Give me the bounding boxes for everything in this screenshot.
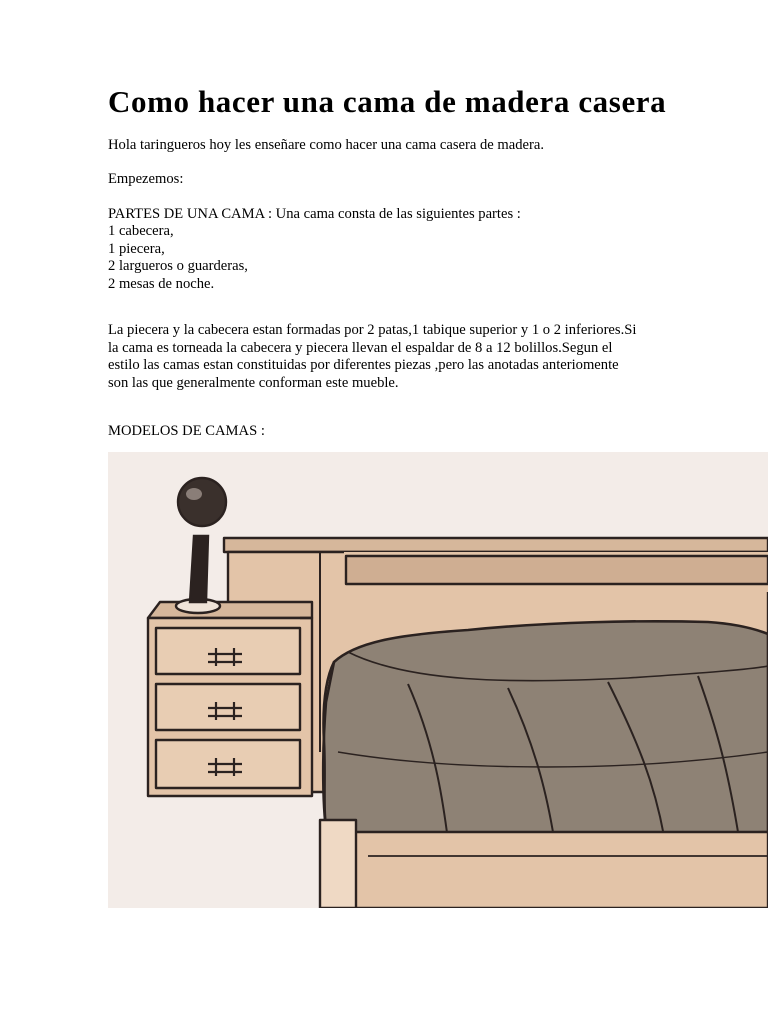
start-paragraph: Empezemos: xyxy=(108,171,184,187)
parts-list xyxy=(108,223,668,293)
list-item: 2 largueros o guarderas, xyxy=(108,258,248,274)
description-paragraph: La piecera y la cabecera estan formadas por 2 patas,1 tabique superior y 1 o 2 inferiores.Si la cama es torneada la cabecera y piecera llevan el espaldar de 8 a 12 bolillos.Segun el estilo las camas estan constituidas por diferentes piezas ,pero las anotadas anteriomente son las que generalmente conforman este mueble. xyxy=(108,322,637,391)
list-item: 1 piecera, xyxy=(108,240,165,257)
blanket xyxy=(323,621,768,842)
bed-illustration xyxy=(108,452,768,908)
list-item: 2 mesas de noche. xyxy=(108,275,215,292)
models-heading: MODELOS DE CAMAS : xyxy=(108,423,265,439)
nightstand xyxy=(148,602,312,796)
page-title: Como hacer una cama de madera casera xyxy=(108,84,667,119)
bed-drawing xyxy=(108,452,768,908)
intro-paragraph: Hola taringueros hoy les enseñare como hacer una cama casera de madera. xyxy=(108,137,544,153)
list-item: 1 cabecera, xyxy=(108,223,174,239)
bed-frame xyxy=(320,820,768,908)
parts-heading: PARTES DE UNA CAMA : Una cama consta de las siguientes partes : xyxy=(108,206,521,222)
